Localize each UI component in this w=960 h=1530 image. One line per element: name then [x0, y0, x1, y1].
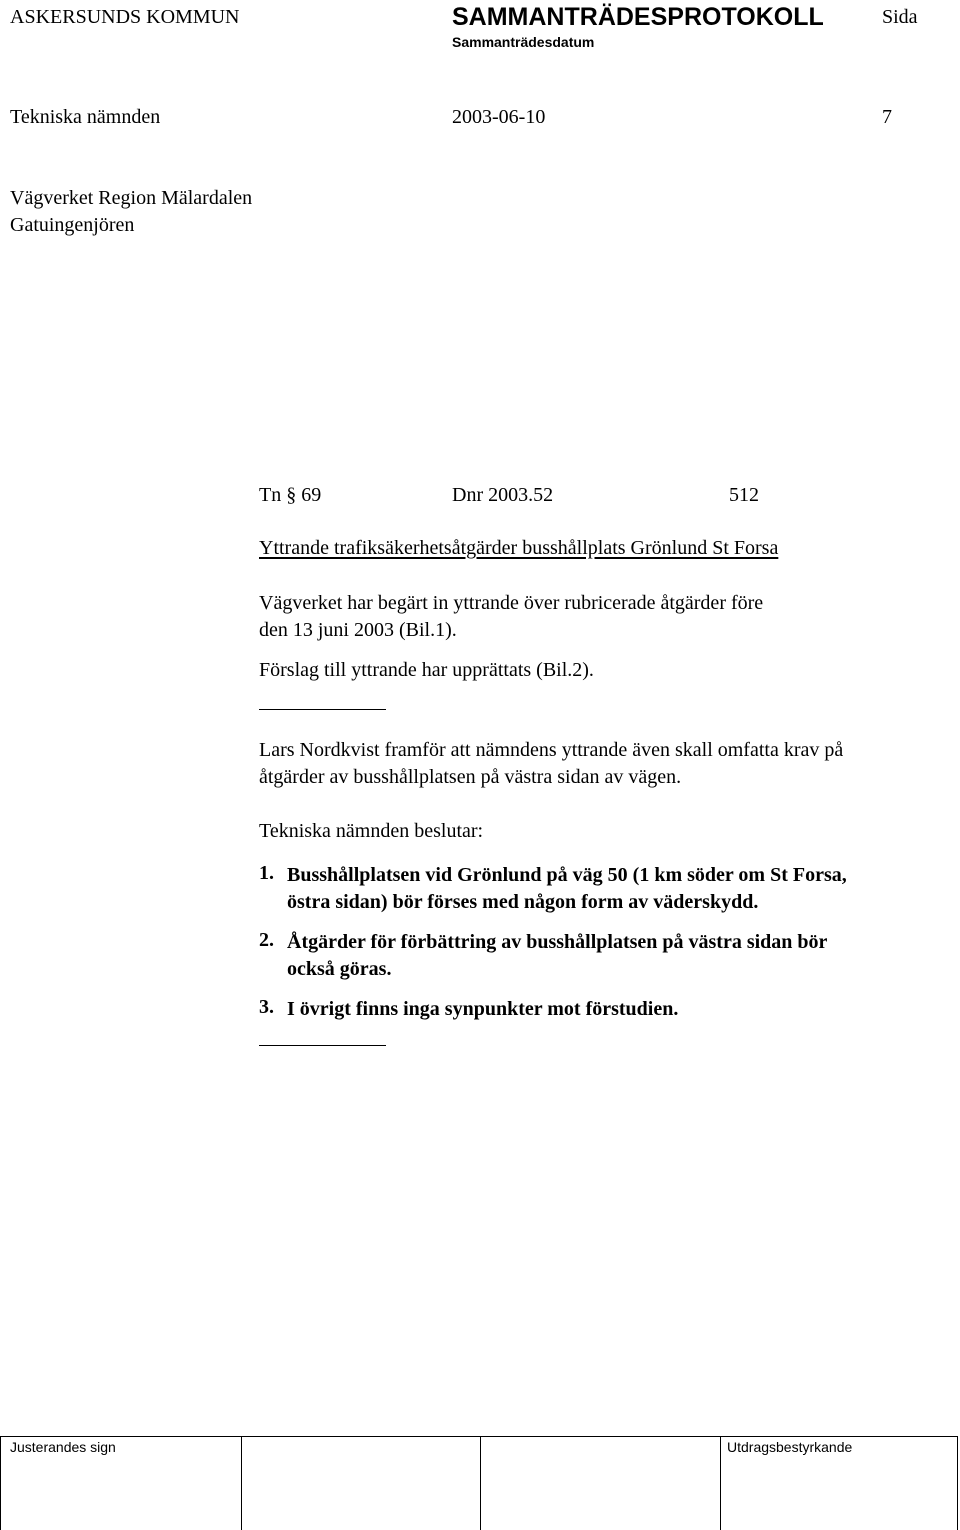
item-title: Yttrande trafiksäkerhetsåtgärder busshållplats Grönlund St Forsa — [259, 537, 779, 559]
meeting-date-label: Sammanträdesdatum — [452, 34, 595, 50]
decision-line-2: östra sidan) bör förses med någon form av väderskydd. — [287, 891, 759, 913]
decision-heading: Tekniska nämnden beslutar: — [259, 820, 484, 842]
decision-line-1: I övrigt finns inga synpunkter mot förstudien. — [287, 998, 679, 1020]
signature-cell-divider — [480, 1437, 481, 1530]
decision-number: 1. — [259, 862, 274, 884]
adjuster-signature-label: Justerandes sign — [10, 1439, 116, 1455]
paragraph-1-line-2: den 13 juni 2003 (Bil.1). — [259, 619, 457, 641]
meeting-date: 2003-06-10 — [452, 106, 546, 128]
separator-line — [259, 709, 386, 710]
signature-table — [0, 1436, 958, 1530]
decision-line-2: också göras. — [287, 958, 392, 980]
page-number: 7 — [882, 106, 892, 128]
tn-label: Tn — [259, 484, 282, 506]
document-type: SAMMANTRÄDESPROTOKOLL — [452, 3, 824, 31]
diary-number: Dnr 2003.52 — [452, 484, 554, 506]
paragraph-2: Förslag till yttrande har upprättats (Bil.2). — [259, 659, 594, 681]
recipient-line-2: Gatuingenjören — [10, 214, 135, 236]
archive-code: 512 — [729, 484, 759, 506]
signature-cell-divider — [720, 1437, 721, 1530]
recipient-line-1: Vägverket Region Mälardalen — [10, 187, 253, 209]
decision-number: 3. — [259, 996, 274, 1018]
page-label: Sida — [882, 6, 918, 28]
organization-name: ASKERSUNDS KOMMUN — [10, 6, 240, 28]
decision-number: 2. — [259, 929, 274, 951]
item-reference — [259, 484, 321, 507]
paragraph-1-line-1: Vägverket har begärt in yttrande över rubricerade åtgärder före — [259, 592, 764, 614]
committee-name: Tekniska nämnden — [10, 106, 161, 128]
end-separator-line — [259, 1045, 386, 1046]
signature-cell-divider — [241, 1437, 242, 1530]
extract-certification-label: Utdragsbestyrkande — [727, 1439, 853, 1455]
decision-line-1: Åtgärder för förbättring av busshållplatsen på västra sidan bör — [287, 931, 828, 953]
section-sign: § — [286, 484, 297, 506]
paragraph-3-line-1: Lars Nordkvist framför att nämndens yttrande även skall omfatta krav på — [259, 739, 844, 761]
decision-line-1: Busshållplatsen vid Grönlund på väg 50 (1 km söder om St Forsa, — [287, 864, 847, 886]
tn-number: 69 — [301, 484, 322, 506]
paragraph-3-line-2: åtgärder av busshållplatsen på västra sidan av vägen. — [259, 766, 682, 788]
